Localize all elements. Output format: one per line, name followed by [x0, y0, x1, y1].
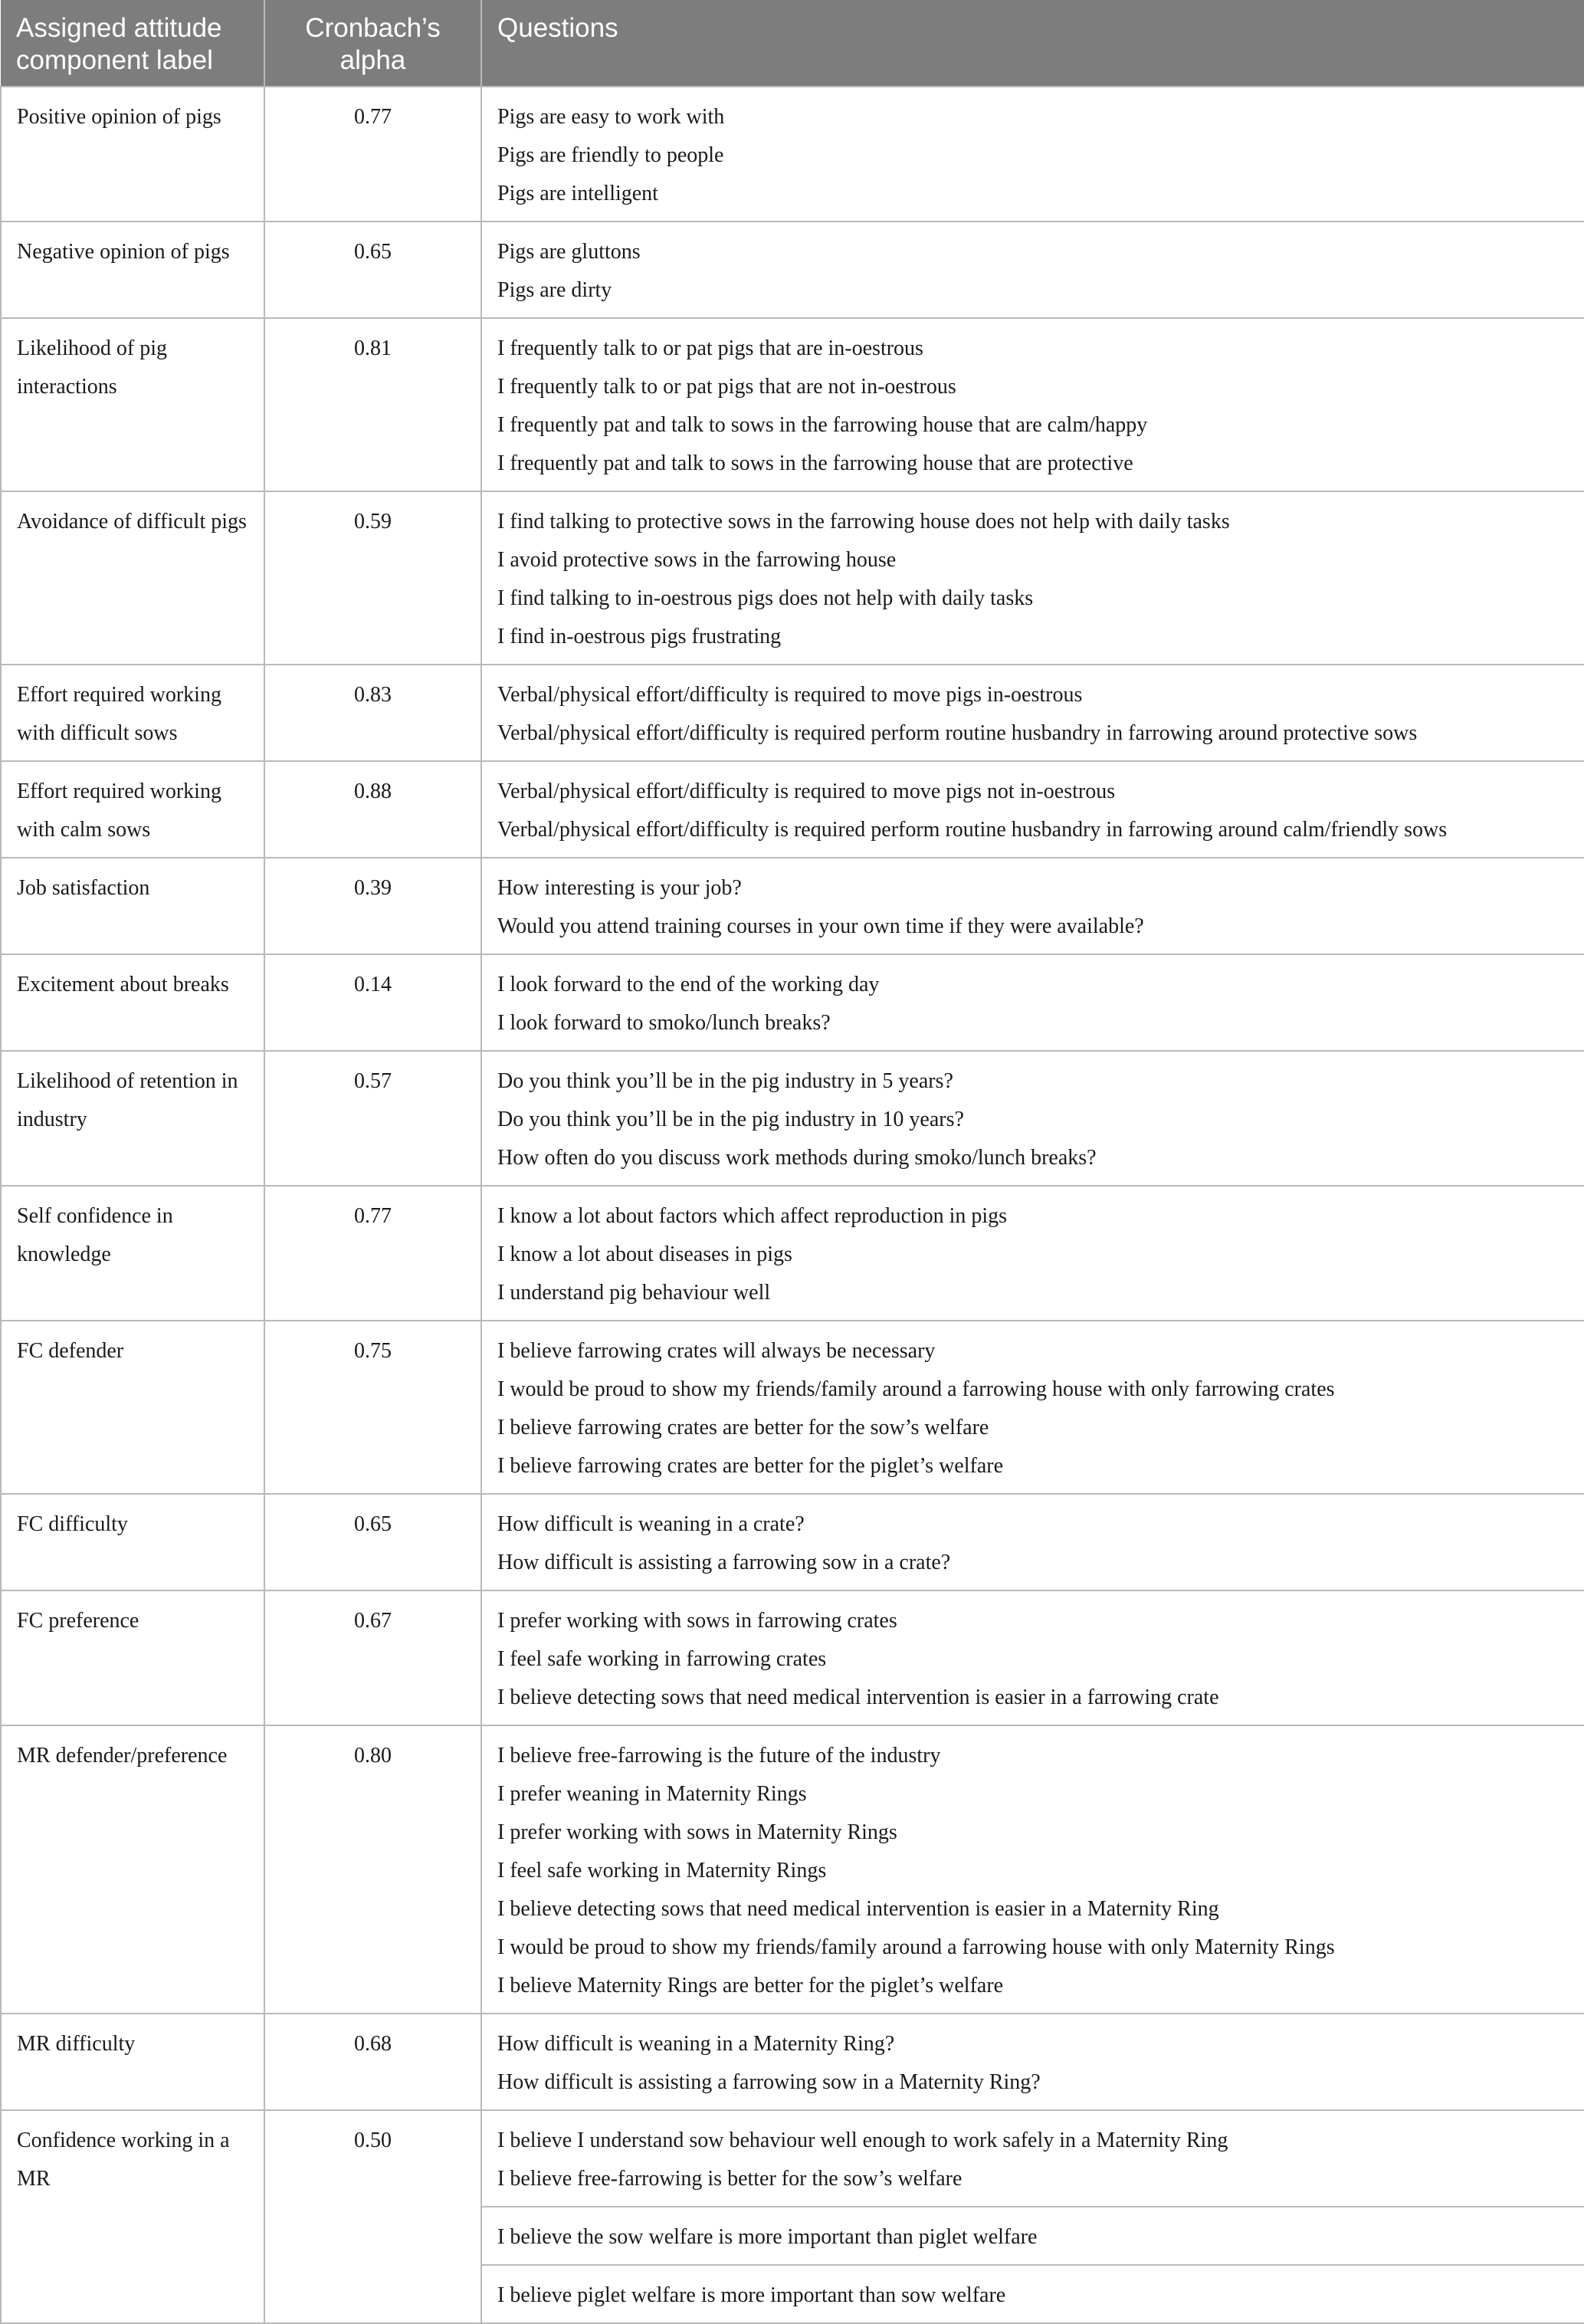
question-text: How difficult is weaning in a crate?	[497, 1512, 805, 1536]
question-text: I would be proud to show my friends/family around a farrowing house with only Maternity Rings	[497, 1935, 1335, 1959]
question-text: How difficult is assisting a farrowing sow in a crate?	[497, 1551, 951, 1574]
table-row	[1, 491, 1584, 665]
question-text: Verbal/physical effort/difficulty is required perform routine husbandry in farrowing around protective sows	[497, 721, 1418, 745]
table-row	[1, 1186, 1584, 1321]
question-text: I feel safe working in Maternity Rings	[497, 1859, 827, 1883]
question-text: I believe detecting sows that need medical intervention is easier in a farrowing crate	[497, 1686, 1219, 1709]
cronbach-alpha-cell: 0.75	[264, 1321, 481, 1494]
questions-cell	[481, 2014, 1584, 2110]
question-text: Verbal/physical effort/difficulty is required to move pigs in-oestrous	[497, 683, 1083, 707]
component-label-cell: FC defender	[1, 1321, 264, 1494]
component-label-cell: Job satisfaction	[1, 858, 264, 954]
component-label-cell: Effort required working with difficult sows	[1, 665, 264, 761]
cronbach-alpha-cell: 0.88	[264, 761, 481, 858]
question-text: I prefer weaning in Maternity Rings	[497, 1782, 807, 1806]
cronbach-alpha-cell: 0.81	[264, 318, 481, 491]
question-text: Do you think you’ll be in the pig industry in 5 years?	[497, 1069, 953, 1093]
cronbach-alpha-cell: 0.50	[264, 2110, 481, 2323]
question-text: I frequently pat and talk to sows in the farrowing house that are calm/happy	[497, 413, 1148, 437]
question-text: How often do you discuss work methods during smoko/lunch breaks?	[497, 1146, 1097, 1170]
question-text: Do you think you’ll be in the pig industry in 10 years?	[497, 1108, 964, 1131]
question-text: Verbal/physical effort/difficulty is required perform routine husbandry in farrowing around calm/friendly sows	[497, 818, 1448, 842]
table-row	[1, 2110, 1584, 2207]
questions-cell	[481, 1321, 1584, 1494]
table-row	[1, 1321, 1584, 1494]
questions-cell	[481, 1186, 1584, 1321]
questions-cell	[481, 1051, 1584, 1186]
table-row	[1, 954, 1584, 1051]
questions-cell	[481, 2110, 1584, 2207]
question-text: I look forward to the end of the working day	[497, 973, 880, 996]
question-text: I believe Maternity Rings are better for the piglet’s welfare	[497, 1974, 1004, 1997]
cronbach-alpha-cell: 0.14	[264, 954, 481, 1051]
question-text: How difficult is weaning in a Maternity Ring?	[497, 2032, 895, 2056]
question-text: I find in-oestrous pigs frustrating	[497, 625, 782, 648]
cronbach-alpha-cell: 0.77	[264, 87, 481, 222]
question-text: I know a lot about diseases in pigs	[497, 1242, 792, 1266]
question-text: I frequently pat and talk to sows in the farrowing house that are protective	[497, 451, 1133, 475]
question-text: Pigs are friendly to people	[497, 143, 724, 167]
question-text: I believe farrowing crates are better for the piglet’s welfare	[497, 1454, 1003, 1478]
table-row	[1, 2014, 1584, 2110]
questions-cell	[481, 491, 1584, 665]
cronbach-alpha-cell: 0.80	[264, 1725, 481, 2014]
table-header-row	[1, 0, 1584, 87]
question-text: Verbal/physical effort/difficulty is required to move pigs not in-oestrous	[497, 780, 1116, 803]
table-row	[1, 87, 1584, 222]
question-text: How interesting is your job?	[497, 876, 742, 900]
question-text: I believe free-farrowing is better for the sow’s welfare	[497, 2167, 963, 2191]
table-row	[1, 665, 1584, 761]
question-text: Pigs are dirty	[497, 278, 612, 302]
cronbach-alpha-cell: 0.65	[264, 222, 481, 318]
question-text: I prefer working with sows in farrowing crates	[497, 1609, 897, 1633]
component-label-cell: Avoidance of difficult pigs	[1, 491, 264, 665]
question-text: I believe free-farrowing is the future of the industry	[497, 1744, 941, 1768]
component-label-cell: Confidence working in a MR	[1, 2110, 264, 2323]
question-text: I avoid protective sows in the farrowing house	[497, 548, 897, 572]
questions-cell	[481, 1590, 1584, 1725]
questions-cell	[481, 318, 1584, 491]
table-row	[1, 761, 1584, 858]
question-text: Pigs are intelligent	[497, 182, 658, 205]
question-text: I believe detecting sows that need medical intervention is easier in a Maternity Ring	[497, 1897, 1219, 1921]
component-label-cell: Self confidence in knowledge	[1, 1186, 264, 1321]
question-text: I believe farrowing crates are better for the sow’s welfare	[497, 1416, 989, 1439]
questions-cell	[481, 2207, 1584, 2265]
component-label-cell: Excitement about breaks	[1, 954, 264, 1051]
question-text: Would you attend training courses in your own time if they were available?	[497, 914, 1144, 938]
questions-cell	[481, 665, 1584, 761]
component-label-cell: Negative opinion of pigs	[1, 222, 264, 318]
table-row	[1, 1494, 1584, 1590]
component-label-cell: Positive opinion of pigs	[1, 87, 264, 222]
component-label-cell: Effort required working with calm sows	[1, 761, 264, 858]
question-text: I know a lot about factors which affect reproduction in pigs	[497, 1204, 1008, 1228]
question-text: I frequently talk to or pat pigs that are in-oestrous	[497, 336, 923, 360]
header-questions: Questions	[481, 0, 1584, 87]
question-text: I feel safe working in farrowing crates	[497, 1647, 827, 1671]
question-text: I prefer working with sows in Maternity Rings	[497, 1820, 897, 1844]
question-text: I believe the sow welfare is more important than piglet welfare	[497, 2225, 1038, 2249]
question-text: I understand pig behaviour well	[497, 1281, 771, 1305]
question-text: How difficult is assisting a farrowing sow in a Maternity Ring?	[497, 2070, 1041, 2094]
table-row	[1, 222, 1584, 318]
cronbach-alpha-cell: 0.39	[264, 858, 481, 954]
header-cronbach-alpha: Cronbach’s alpha	[264, 0, 481, 87]
table-body	[1, 87, 1584, 2323]
questions-cell	[481, 858, 1584, 954]
component-label-cell: FC preference	[1, 1590, 264, 1725]
question-text: I find talking to in-oestrous pigs does not help with daily tasks	[497, 586, 1034, 610]
question-text: Pigs are gluttons	[497, 240, 641, 264]
cronbach-alpha-cell: 0.68	[264, 2014, 481, 2110]
table-row	[1, 858, 1584, 954]
question-text: I believe I understand sow behaviour well enough to work safely in a Maternity Ring	[497, 2129, 1228, 2152]
table-row	[1, 1725, 1584, 2014]
question-text: I believe piglet welfare is more important than sow welfare	[497, 2283, 1006, 2307]
questions-cell	[481, 2265, 1584, 2323]
table-row	[1, 1590, 1584, 1725]
question-text: I find talking to protective sows in the farrowing house does not help with daily tasks	[497, 510, 1230, 533]
question-text: I would be proud to show my friends/family around a farrowing house with only farrowing crates	[497, 1377, 1335, 1401]
questions-cell	[481, 87, 1584, 222]
table-row	[1, 318, 1584, 491]
questions-cell	[481, 761, 1584, 858]
component-label-cell: MR defender/preference	[1, 1725, 264, 2014]
cronbach-alpha-cell: 0.59	[264, 491, 481, 665]
component-label-cell: FC difficulty	[1, 1494, 264, 1590]
question-text: I believe farrowing crates will always be necessary	[497, 1339, 936, 1363]
questions-cell	[481, 1725, 1584, 2014]
cronbach-alpha-cell: 0.57	[264, 1051, 481, 1186]
questions-cell	[481, 222, 1584, 318]
question-text: Pigs are easy to work with	[497, 105, 725, 129]
cronbach-alpha-cell: 0.67	[264, 1590, 481, 1725]
cronbach-alpha-cell: 0.65	[264, 1494, 481, 1590]
cronbach-alpha-cell: 0.77	[264, 1186, 481, 1321]
table-row	[1, 1051, 1584, 1186]
question-text: I frequently talk to or pat pigs that are not in-oestrous	[497, 375, 956, 399]
cronbach-alpha-cell: 0.83	[264, 665, 481, 761]
question-text: I look forward to smoko/lunch breaks?	[497, 1011, 831, 1035]
questions-cell	[481, 1494, 1584, 1590]
component-label-cell: Likelihood of retention in industry	[1, 1051, 264, 1186]
header-component-label: Assigned attitude component label	[1, 0, 264, 87]
component-label-cell: MR difficulty	[1, 2014, 264, 2110]
component-label-cell: Likelihood of pig interactions	[1, 318, 264, 491]
questions-cell	[481, 954, 1584, 1051]
